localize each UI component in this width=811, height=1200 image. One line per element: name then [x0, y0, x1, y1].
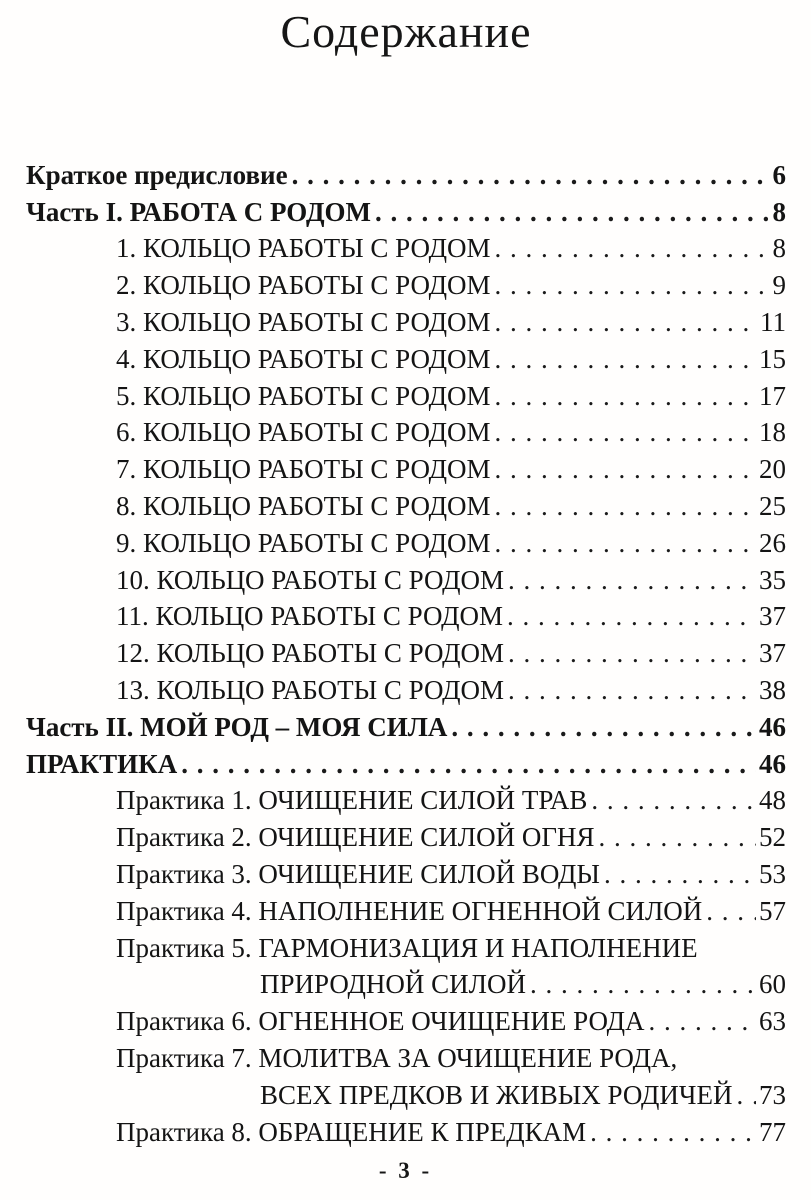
toc-page-number: 46 [759, 748, 786, 779]
dot-leader [508, 562, 756, 599]
toc-entry [26, 267, 786, 304]
toc-entry-title: Практика 6. ОГНЕННОЕ ОЧИЩЕНИЕ РОДА [116, 1006, 645, 1037]
dot-leader [649, 1003, 756, 1040]
dot-leader [181, 746, 756, 783]
dot-leader [495, 525, 756, 562]
toc-entry-title: 10. КОЛЬЦО РАБОТЫ С РОДОМ [116, 564, 505, 595]
dot-leader [507, 598, 756, 635]
toc-page-number: 73 [759, 1079, 786, 1110]
toc-entry [26, 378, 786, 415]
toc-entry [26, 488, 786, 525]
toc-page-number: 48 [759, 785, 786, 816]
toc-page-number: 37 [759, 638, 786, 669]
dot-leader [508, 635, 756, 672]
toc-entry-title: 3. КОЛЬЦО РАБОТЫ С РОДОМ [116, 307, 491, 338]
dot-leader [508, 672, 756, 709]
toc-entry [26, 304, 786, 341]
toc-entry-title: Практика 3. ОЧИЩЕНИЕ СИЛОЙ ВОДЫ [116, 859, 600, 890]
toc-entry [26, 782, 786, 819]
toc-page-number: 60 [759, 969, 786, 1000]
dot-leader [495, 414, 756, 451]
toc-entry [26, 1114, 786, 1151]
toc-entry-title: 9. КОЛЬЦО РАБОТЫ С РОДОМ [116, 527, 491, 558]
toc-entry-title: Практика 5. ГАРМОНИЗАЦИЯ И НАПОЛНЕНИЕ [116, 932, 698, 963]
toc-entry [26, 194, 786, 231]
toc-entry-title: 1. КОЛЬЦО РАБОТЫ С РОДОМ [116, 233, 491, 264]
toc-page-number: 63 [759, 1006, 786, 1037]
dot-leader [706, 893, 756, 930]
toc-entry [26, 562, 786, 599]
toc-page-number: 77 [759, 1116, 786, 1147]
dot-leader [495, 488, 756, 525]
toc-entry [26, 1040, 786, 1077]
toc-entry-title: 2. КОЛЬЦО РАБОТЫ С РОДОМ [116, 270, 491, 301]
toc-entry-title: Практика 4. НАПОЛНЕНИЕ ОГНЕННОЙ СИЛОЙ [116, 895, 703, 926]
toc-entry-title: Часть II. МОЙ РОД – МОЯ СИЛА [26, 711, 448, 742]
toc-page-number: 26 [759, 527, 786, 558]
toc-entry [26, 525, 786, 562]
dot-leader [495, 378, 756, 415]
toc-page-number: 11 [760, 307, 786, 338]
toc-page-number: 17 [759, 380, 786, 411]
toc-entry [26, 414, 786, 451]
toc-entry [26, 966, 786, 1003]
toc-entry-title: ПРИРОДНОЙ СИЛОЙ [260, 969, 526, 1000]
toc-page-number: 15 [759, 343, 786, 374]
toc-entry-title: 6. КОЛЬЦО РАБОТЫ С РОДОМ [116, 417, 491, 448]
dot-leader [495, 341, 756, 378]
dot-leader [292, 157, 770, 194]
toc-entry [26, 856, 786, 893]
toc-page-number: 8 [772, 233, 786, 264]
toc-entry-title: Практика 8. ОБРАЩЕНИЕ К ПРЕДКАМ [116, 1116, 587, 1147]
dot-leader [375, 194, 769, 231]
toc-entry-title: 12. КОЛЬЦО РАБОТЫ С РОДОМ [116, 638, 505, 669]
toc-entry [26, 230, 786, 267]
toc-entry [26, 672, 786, 709]
dot-leader [495, 451, 756, 488]
toc-page-number: 8 [772, 196, 786, 227]
toc-entry-title: Краткое предисловие [26, 159, 288, 190]
toc-page-number: 18 [759, 417, 786, 448]
toc-entry [26, 930, 786, 967]
page-title: Содержание [280, 6, 532, 57]
dot-leader [530, 966, 756, 1003]
toc-entry-title: Практика 1. ОЧИЩЕНИЕ СИЛОЙ ТРАВ [116, 785, 588, 816]
toc-entry-title: 8. КОЛЬЦО РАБОТЫ С РОДОМ [116, 491, 491, 522]
toc-entry [26, 341, 786, 378]
toc-entry [26, 1077, 786, 1114]
toc-entry-title: Часть I. РАБОТА С РОДОМ [26, 196, 372, 227]
toc-entry [26, 746, 786, 783]
dot-leader [736, 1077, 756, 1114]
toc-entry [26, 635, 786, 672]
dot-leader [590, 1114, 756, 1151]
toc-entry [26, 157, 786, 194]
toc-entry-title: Практика 7. МОЛИТВА ЗА ОЧИЩЕНИЕ РОДА, [116, 1043, 678, 1074]
footer-page-number: - 3 - [378, 1158, 433, 1183]
toc-page-number: 53 [759, 859, 786, 890]
dot-leader [591, 782, 756, 819]
toc-page-number: 9 [772, 270, 786, 301]
toc-entry-title: 11. КОЛЬЦО РАБОТЫ С РОДОМ [116, 601, 504, 632]
dot-leader [604, 856, 756, 893]
toc-page-number: 25 [759, 491, 786, 522]
toc-entry-title: 13. КОЛЬЦО РАБОТЫ С РОДОМ [116, 675, 505, 706]
toc-entry [26, 1003, 786, 1040]
toc-entry-title: ПРАКТИКА [26, 748, 178, 779]
dot-leader [495, 230, 770, 267]
toc-entry-title: 4. КОЛЬЦО РАБОТЫ С РОДОМ [116, 343, 491, 374]
toc-entry [26, 893, 786, 930]
toc-page-number: 46 [759, 711, 786, 742]
toc-entry-title: Практика 2. ОЧИЩЕНИЕ СИЛОЙ ОГНЯ [116, 822, 595, 853]
toc-entry-title: 5. КОЛЬЦО РАБОТЫ С РОДОМ [116, 380, 491, 411]
toc-page-number: 35 [759, 564, 786, 595]
toc-list [26, 157, 786, 1151]
toc-page-number: 20 [759, 454, 786, 485]
toc-page-number: 52 [759, 822, 786, 853]
toc-entry [26, 819, 786, 856]
dot-leader [598, 819, 756, 856]
toc-entry-title: ВСЕХ ПРЕДКОВ И ЖИВЫХ РОДИЧЕЙ [260, 1079, 733, 1110]
toc-entry-title: 7. КОЛЬЦО РАБОТЫ С РОДОМ [116, 454, 491, 485]
toc-entry [26, 451, 786, 488]
dot-leader [495, 304, 757, 341]
toc-page-number: 37 [759, 601, 786, 632]
dot-leader [451, 709, 756, 746]
toc-page-number: 6 [772, 159, 786, 190]
toc-entry [26, 598, 786, 635]
dot-leader [495, 267, 770, 304]
toc-page-number: 57 [759, 895, 786, 926]
toc-entry [26, 709, 786, 746]
toc-page-number: 38 [759, 675, 786, 706]
